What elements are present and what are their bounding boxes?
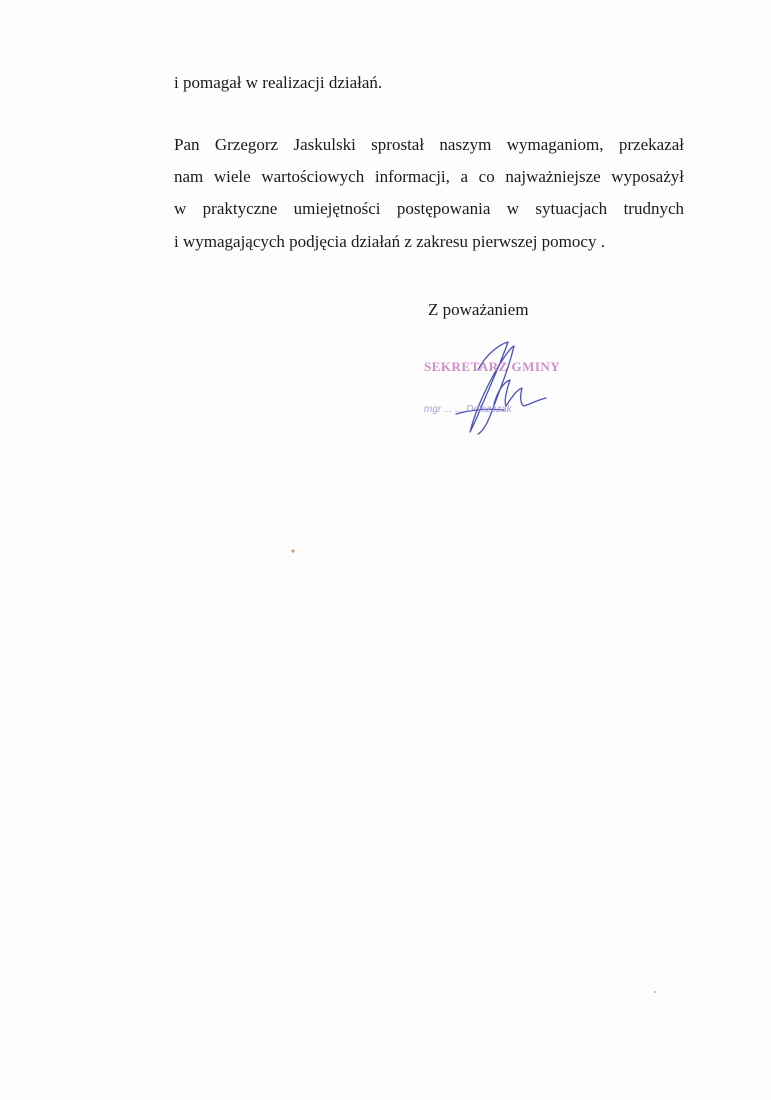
letter-line-4: w praktyczne umiejętności postępowania w sytuacjach trudnych (174, 199, 684, 218)
letter-line-2: Pan Grzegorz Jaskulski sprostał naszym wymaganiom, przekazał (174, 135, 684, 154)
letter-line-5: i wymagających podjęcia działań z zakresu pierwszej pomocy . (174, 232, 605, 251)
letter-line-1: i pomagał w realizacji działań. (174, 73, 383, 92)
official-stamp (420, 340, 600, 440)
letter-line-3: nam wiele wartościowych informacji, a co najważniejsze wyposażył (174, 167, 684, 186)
closing-salutation: Z poważaniem (428, 300, 529, 319)
stamp-name: mgr ... ... Dolszczak (424, 404, 512, 415)
handwritten-signature (420, 340, 600, 440)
stamp-title: SEKRETARZ GMINY (424, 359, 561, 374)
